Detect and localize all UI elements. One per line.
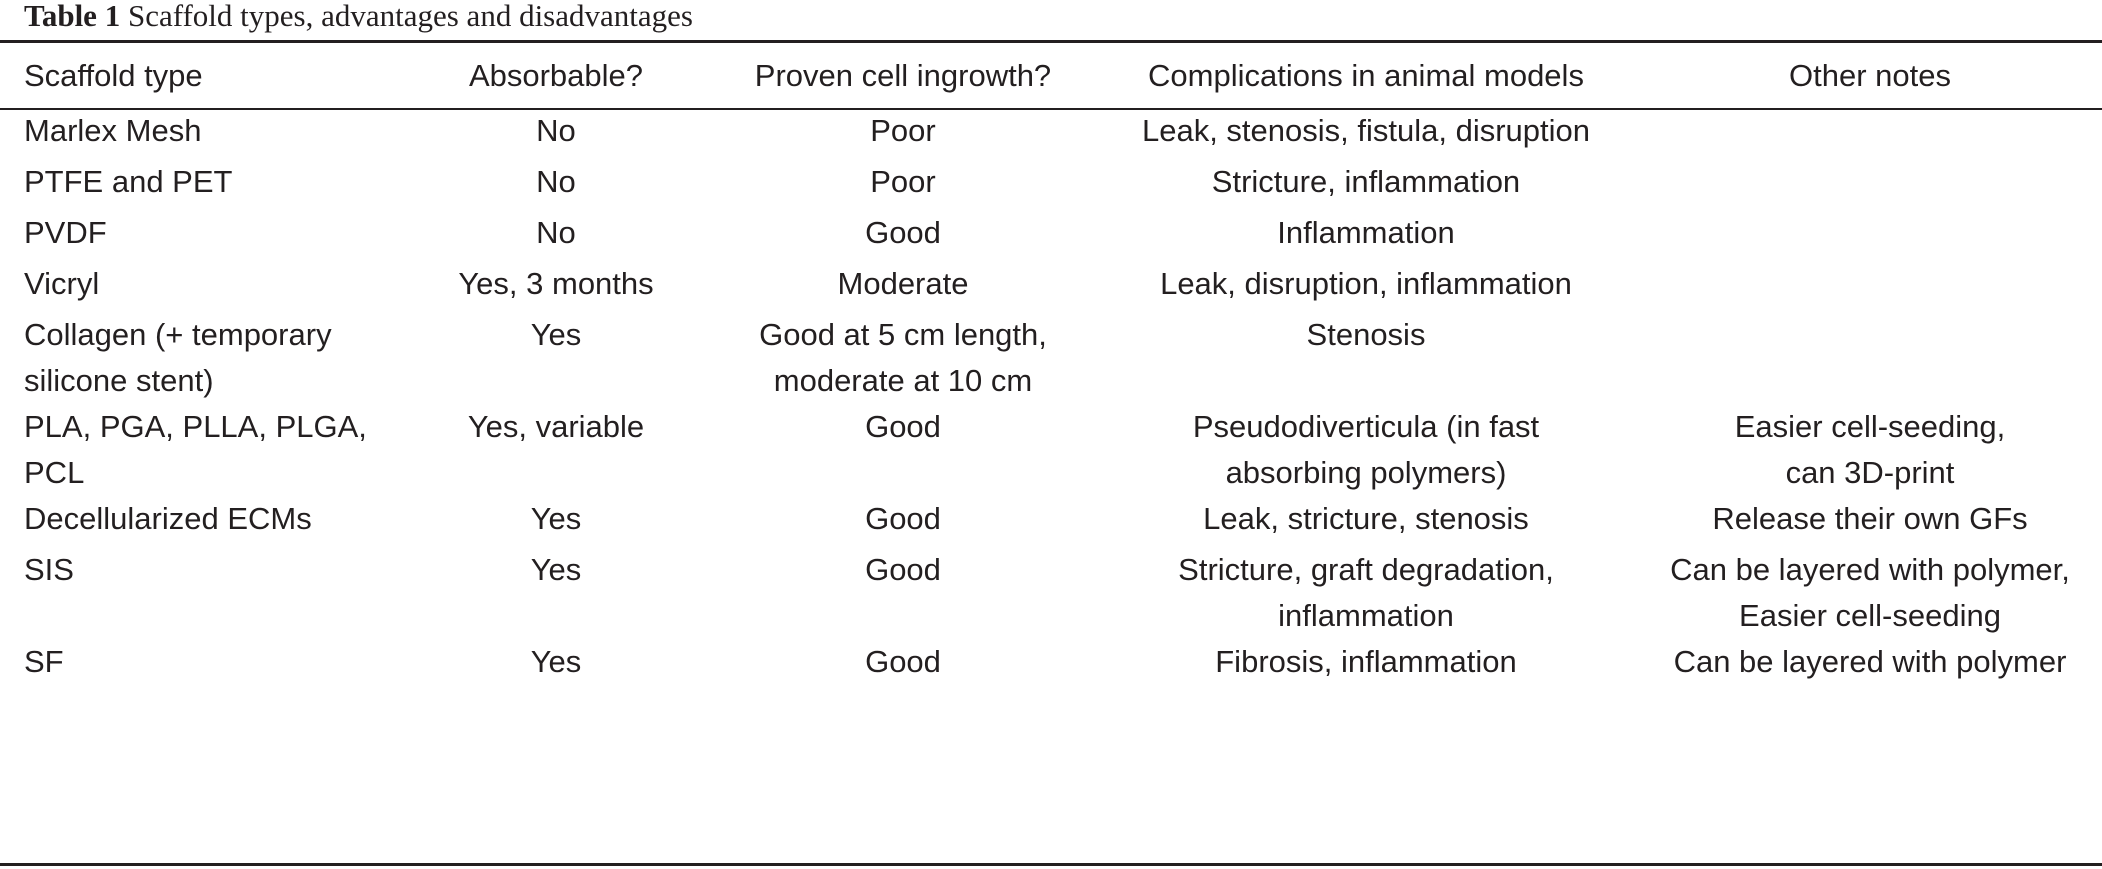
cell-absorbable [400, 261, 712, 312]
cell-text-line: No [536, 164, 576, 199]
cell-cell-ingrowth [712, 108, 1094, 159]
cell-absorbable [400, 639, 712, 692]
table-caption [24, 0, 693, 40]
header-scaffold-type: Scaffold type [24, 58, 203, 93]
cell-text-line: Yes [530, 644, 582, 679]
cell-other-notes [1638, 108, 2102, 159]
table-row [0, 261, 2102, 312]
cell-other-notes [1638, 496, 2102, 547]
cell-text-line: Leak, stricture, stenosis [1203, 501, 1529, 536]
cell-complications [1094, 108, 1638, 159]
cell-text-line: PCL [24, 455, 85, 490]
cell-text-line: Good [865, 644, 941, 679]
table-caption-label: Table 1 [24, 0, 121, 33]
cell-text-line: Stenosis [1306, 317, 1426, 352]
cell-text-line: PTFE and PET [24, 164, 233, 199]
cell-text-line: PLA, PGA, PLLA, PLGA, [24, 409, 367, 444]
cell-text-line: Collagen (+ temporary [24, 317, 332, 352]
cell-other-notes [1638, 639, 2102, 692]
table-body [0, 108, 2102, 692]
table-row [0, 159, 2102, 210]
table-row [0, 108, 2102, 159]
cell-other-notes [1638, 547, 2102, 639]
table-row [0, 404, 2102, 496]
cell-other-notes [1638, 312, 2102, 404]
cell-absorbable [400, 159, 712, 210]
cell-cell-ingrowth [712, 210, 1094, 261]
cell-text-line: Yes, 3 months [458, 266, 654, 301]
cell-complications [1094, 547, 1638, 639]
cell-text-line: can 3D-print [1785, 455, 1955, 490]
cell-text-line: Yes, variable [467, 409, 645, 444]
cell-text-line: Poor [870, 164, 936, 199]
cell-absorbable [400, 108, 712, 159]
cell-scaffold-type [0, 496, 400, 547]
cell-text-line: silicone stent) [24, 363, 214, 398]
cell-complications [1094, 312, 1638, 404]
cell-complications [1094, 496, 1638, 547]
cell-text-line: Good at 5 cm length, [759, 317, 1047, 352]
cell-text-line: Moderate [837, 266, 969, 301]
cell-scaffold-type [0, 261, 400, 312]
cell-text-line: Stricture, graft degradation, [1178, 552, 1554, 587]
cell-text-line: No [536, 215, 576, 250]
header-cell-ingrowth: Proven cell ingrowth? [754, 58, 1052, 93]
cell-text-line: SIS [24, 552, 74, 587]
cell-complications [1094, 261, 1638, 312]
header-other-notes: Other notes [1789, 58, 1951, 93]
cell-complications [1094, 404, 1638, 496]
cell-text-line: Leak, disruption, inflammation [1160, 266, 1572, 301]
cell-scaffold-type [0, 547, 400, 639]
cell-text-line: SF [24, 644, 64, 679]
cell-scaffold-type [0, 312, 400, 404]
cell-text-line: Stricture, inflammation [1211, 164, 1521, 199]
scaffold-table [0, 43, 2102, 692]
cell-text-line: Poor [870, 113, 936, 148]
cell-text-line: Good [865, 552, 941, 587]
cell-other-notes [1638, 210, 2102, 261]
cell-text-line: Easier cell-seeding, [1734, 409, 2006, 444]
cell-text-line: moderate at 10 cm [773, 363, 1033, 398]
cell-absorbable [400, 210, 712, 261]
table-row [0, 312, 2102, 404]
table-row [0, 496, 2102, 547]
cell-absorbable [400, 496, 712, 547]
cell-text-line: Yes [530, 317, 582, 352]
cell-text-line: Decellularized ECMs [24, 501, 312, 536]
cell-other-notes [1638, 261, 2102, 312]
cell-text-line: Good [865, 409, 941, 444]
cell-cell-ingrowth [712, 261, 1094, 312]
cell-cell-ingrowth [712, 159, 1094, 210]
cell-text-line: absorbing polymers) [1225, 455, 1507, 490]
cell-text-line: No [536, 113, 576, 148]
table-row [0, 639, 2102, 692]
cell-scaffold-type [0, 159, 400, 210]
cell-text-line: Yes [530, 552, 582, 587]
cell-text-line: Can be layered with polymer [1673, 644, 2067, 679]
cell-text-line: Good [865, 501, 941, 536]
cell-text-line: Good [865, 215, 941, 250]
cell-scaffold-type [0, 404, 400, 496]
table-header-row [0, 43, 2102, 108]
cell-text-line: Vicryl [24, 266, 100, 301]
cell-text-line: Marlex Mesh [24, 113, 202, 148]
cell-cell-ingrowth [712, 312, 1094, 404]
cell-text-line: Inflammation [1277, 215, 1455, 250]
table-bottom-rule [0, 863, 2102, 866]
cell-other-notes [1638, 159, 2102, 210]
cell-complications [1094, 210, 1638, 261]
header-absorbable: Absorbable? [468, 58, 644, 93]
header-complications: Complications in animal models [1148, 58, 1584, 93]
cell-text-line: Can be layered with polymer, [1670, 552, 2070, 587]
cell-scaffold-type [0, 210, 400, 261]
cell-text-line: Pseudodiverticula (in fast [1192, 409, 1540, 444]
cell-cell-ingrowth [712, 496, 1094, 547]
cell-cell-ingrowth [712, 547, 1094, 639]
cell-absorbable [400, 404, 712, 496]
cell-scaffold-type [0, 108, 400, 159]
cell-other-notes [1638, 404, 2102, 496]
cell-text-line: Release their own GFs [1712, 501, 2028, 536]
table-caption-title: Scaffold types, advantages and disadvantages [127, 0, 693, 33]
cell-text-line: Leak, stenosis, fistula, disruption [1141, 113, 1591, 148]
cell-text-line: PVDF [24, 215, 107, 250]
cell-complications [1094, 639, 1638, 692]
cell-text-line: inflammation [1278, 598, 1454, 633]
cell-cell-ingrowth [712, 404, 1094, 496]
cell-text-line: Yes [530, 501, 582, 536]
cell-text-line: Easier cell-seeding [1739, 598, 2001, 633]
cell-scaffold-type [0, 639, 400, 692]
cell-cell-ingrowth [712, 639, 1094, 692]
cell-text-line: Fibrosis, inflammation [1215, 644, 1517, 679]
table-header-rule [0, 108, 2102, 110]
cell-absorbable [400, 547, 712, 639]
cell-absorbable [400, 312, 712, 404]
cell-complications [1094, 159, 1638, 210]
table-row [0, 210, 2102, 261]
table-row [0, 547, 2102, 639]
